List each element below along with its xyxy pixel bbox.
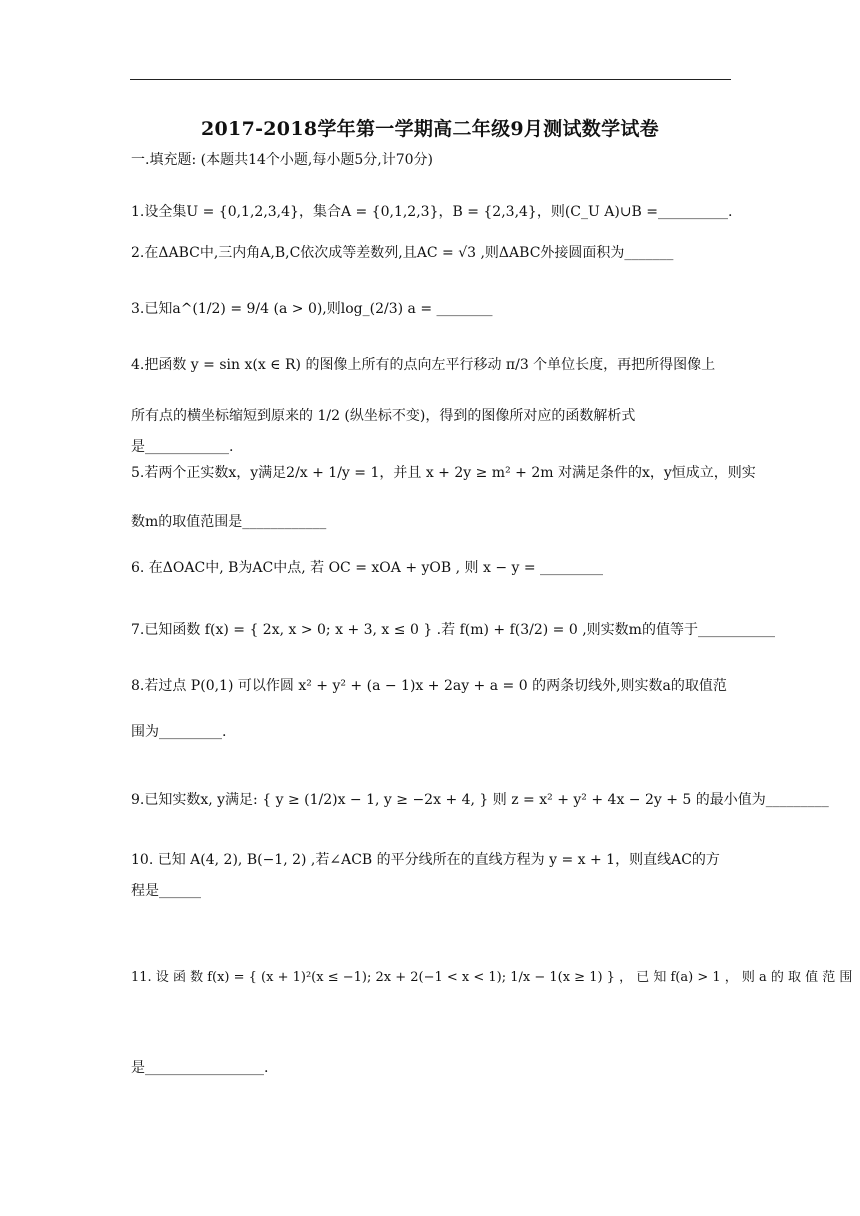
question-7: 7.已知函数 f(x) = { 2x, x > 0; x + 3, x ≤ 0 } .若 f(m) + f(3/2) = 0 ,则实数m的值等于___________ <box>131 622 775 638</box>
question-11-line-2: 是_________________. <box>131 1060 269 1076</box>
question-5-line-2: 数m的取值范围是____________ <box>131 514 327 530</box>
section-heading: 一.填充题: (本题共14个小题,每小题5分,计70分) <box>131 152 433 168</box>
question-2: 2.在ΔABC中,三内角A,B,C依次成等差数列,且AC = √3 ,则ΔABC外接圆面积为_______ <box>131 245 674 261</box>
question-10-line-2: 程是______ <box>131 883 201 899</box>
question-4-line-3: 是____________. <box>131 439 234 455</box>
question-5-line-1: 5.若两个正实数x，y满足2/x + 1/y = 1，并且 x + 2y ≥ m² + 2m 对满足条件的x，y恒成立，则实 <box>131 465 756 481</box>
question-11-line-1: 11. 设 函 数 f(x) = { (x + 1)²(x ≤ −1); 2x + 2(−1 < x < 1); 1/x − 1(x ≥ 1) } ， 已 知 f(a) > 1 ， 则 a 的 取 值 范 围 <box>131 970 853 985</box>
question-8-line-1: 8.若过点 P(0,1) 可以作圆 x² + y² + (a − 1)x + 2ay + a = 0 的两条切线外,则实数a的取值范 <box>131 678 727 694</box>
question-10-line-1: 10. 已知 A(4, 2), B(−1, 2) ,若∠ACB 的平分线所在的直线方程为 y = x + 1，则直线AC的方 <box>131 852 720 868</box>
question-1: 1.设全集U = {0,1,2,3,4}，集合A = {0,1,2,3}，B = {2,3,4}，则(C_U A)∪B =__________. <box>131 204 733 220</box>
question-8-line-2: 围为_________. <box>131 724 227 740</box>
question-4-line-1: 4.把函数 y = sin x(x ∈ R) 的图像上所有的点向左平行移动 π/3 个单位长度，再把所得图像上 <box>131 357 716 373</box>
page-title: 2017-2018学年第一学期高二年级9月测试数学试卷 <box>201 118 659 140</box>
question-9: 9.已知实数x, y满足: { y ≥ (1/2)x − 1, y ≥ −2x + 4, } 则 z = x² + y² + 4x − 2y + 5 的最小值为_________ <box>131 792 829 808</box>
question-4-line-2: 所有点的横坐标缩短到原来的 1/2 (纵坐标不变)，得到的图像所对应的函数解析式 <box>131 408 636 424</box>
header-rule <box>130 79 731 80</box>
question-3: 3.已知a^(1/2) = 9/4 (a > 0),则log_(2/3) a = ________ <box>131 301 493 317</box>
question-6: 6. 在ΔOAC中, B为AC中点, 若 OC = xOA + yOB , 则 x − y = _________ <box>131 560 604 576</box>
